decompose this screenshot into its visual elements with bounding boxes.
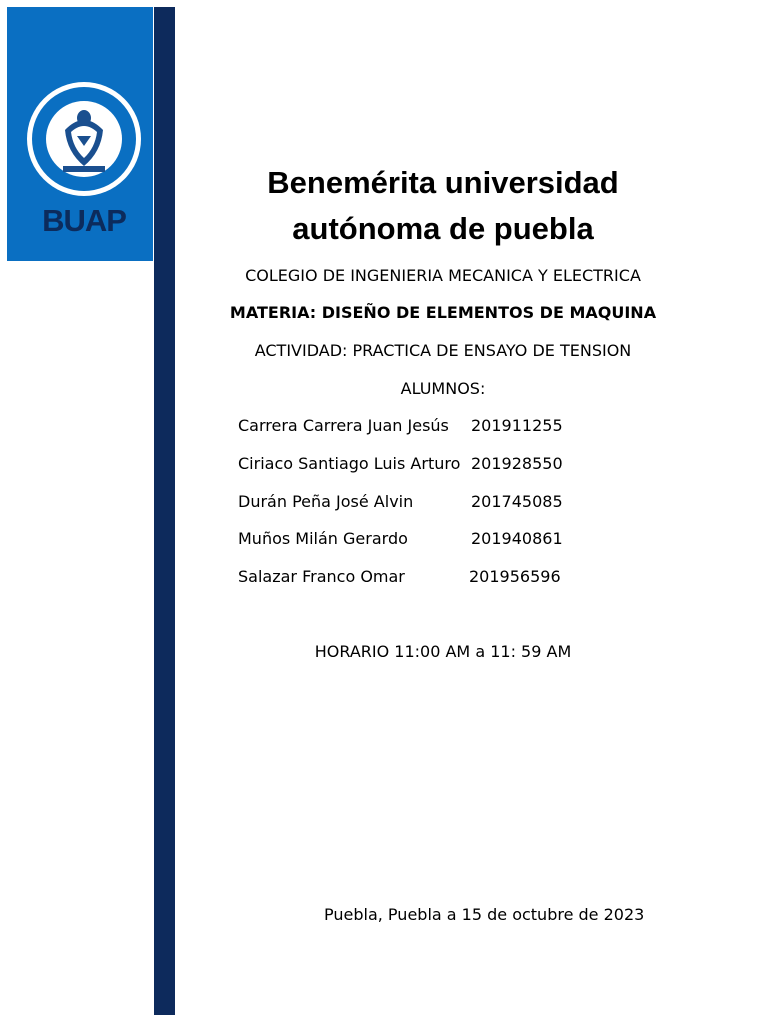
- student-name: Carrera Carrera Juan Jesús: [238, 416, 449, 435]
- student-id: 201956596: [469, 567, 561, 586]
- schedule-line: HORARIO 11:00 AM a 11: 59 AM: [314, 642, 572, 661]
- decorative-side-bar: [154, 7, 175, 1015]
- student-id: 201911255: [471, 416, 563, 435]
- place-date-line: Puebla, Puebla a 15 de octubre de 2023: [324, 905, 645, 924]
- student-name: Durán Peña José Alvin: [238, 492, 414, 511]
- buap-wordmark: BUAP: [42, 203, 126, 238]
- university-seal-icon: [25, 80, 143, 198]
- student-id: 201940861: [471, 529, 563, 548]
- activity-line: ACTIVIDAD: PRACTICA DE ENSAYO DE TENSION: [254, 341, 632, 360]
- title-line-1: Benemérita universidad: [267, 165, 619, 200]
- page-title: [175, 160, 711, 252]
- student-id: 201928550: [471, 454, 563, 473]
- student-id: 201745085: [471, 492, 563, 511]
- subject-line: MATERIA: DISEÑO DE ELEMENTOS DE MAQUINA: [229, 303, 657, 322]
- students-label: ALUMNOS:: [400, 379, 486, 398]
- student-name: Muños Milán Gerardo: [238, 529, 408, 548]
- title-line-2: autónoma de puebla: [292, 211, 594, 246]
- college-line: COLEGIO DE INGENIERIA MECANICA Y ELECTRICA: [245, 266, 641, 285]
- student-name: Salazar Franco Omar: [238, 567, 405, 586]
- student-name: Ciriaco Santiago Luis Arturo: [238, 454, 461, 473]
- university-logo: [7, 7, 153, 261]
